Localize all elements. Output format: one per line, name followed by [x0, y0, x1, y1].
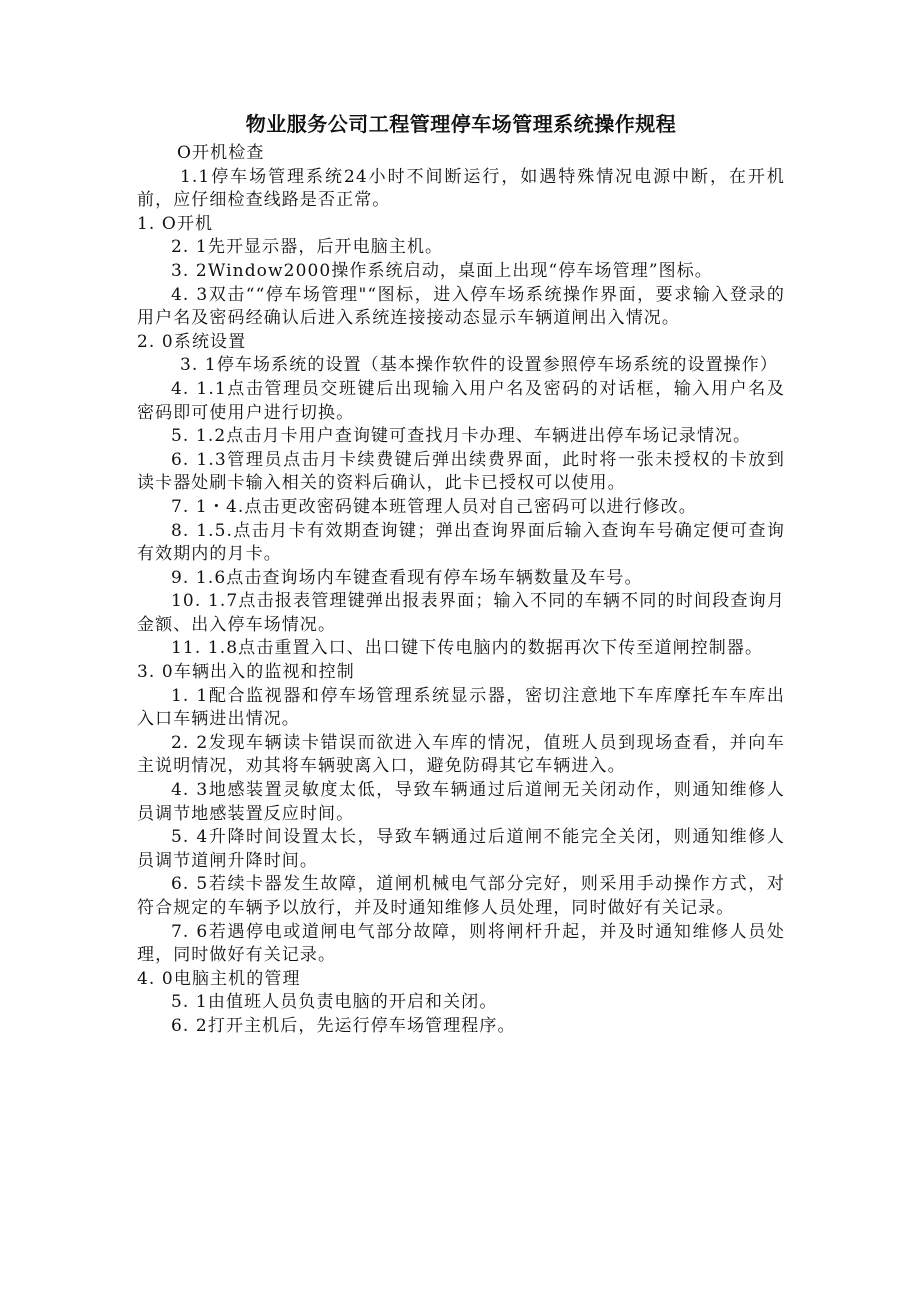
paragraph: 6. 5若续卡器发生故障，道闸机械电气部分完好，则采用手动操作方式，对符合规定的车辆予以放行，并及时通知维修人员处理，同时做好有关记录。: [137, 874, 785, 918]
paragraph: 3. 1停车场系统的设置（基本操作软件的设置参照停车场系统的设置操作）: [180, 355, 778, 376]
paragraph: 4. 3地感装置灵敏度太低，导致车辆通过后道闸无关闭动作，则通知维修人员调节地感装置反应时间。: [137, 780, 785, 824]
section-heading: 2. 0系统设置: [137, 331, 247, 352]
section-heading: 3. 0车辆出入的监视和控制: [137, 662, 355, 683]
paragraph: 1. 1配合监视器和停车场管理系统显示器，密切注意地下车库摩托车车库出入口车辆进出情况。: [137, 685, 785, 730]
document-title: 物业服务公司工程管理停车场管理系统操作规程: [245, 112, 677, 136]
paragraph: O开机检查: [177, 143, 265, 163]
paragraph: 2. 2发现车辆读卡错误而欲进入车库的情况，值班人员到现场查看，并向车主说明情况，劝其将车辆驶离入口，避免防碍其它车辆进入。: [137, 732, 785, 777]
document-page: [137, 110, 785, 1039]
paragraph: 5. 1由值班人员负责电脑的开启和关闭。: [171, 992, 498, 1013]
paragraph: 6. 1.3管理员点击月卡续费键后弹出续费界面，此时将一张未授权的卡放到读卡器处刷卡输入相关的资料后确认，此卡已授权可以使用。: [137, 449, 785, 494]
paragraph: 5. 1.2点击月卡用户查询键可查找月卡办理、车辆进出停车场记录情况。: [171, 426, 752, 447]
document-body: [137, 142, 785, 1039]
section-heading: 1. O开机: [137, 213, 214, 234]
paragraph: 7. 6若遇停电或道闸电气部分故障，则将闸杆升起，并及时通知维修人员处理，同时做好有关记录。: [137, 921, 785, 966]
paragraph: 10. 1.7点击报表管理键弹出报表界面；输入不同的车辆不同的时间段查询月金额、出入停车场情况。: [137, 591, 785, 635]
paragraph: 7. 1・4.点击更改密码键本班管理人员对自己密码可以进行修改。: [171, 496, 697, 517]
paragraph: 4. 3双击““停车场管理"“图标，进入停车场系统操作界面，要求输入登录的用户名及密码经确认后进入系统连接接动态显示车辆道闸出入情况。: [137, 284, 785, 329]
paragraph: 3. 2Window2000操作系统启动，桌面上出现“停车场管理”图标。: [171, 260, 713, 281]
paragraph: 1.1停车场管理系统24小时不间断运行，如遇特殊情况电源中断，在开机前，应仔细检查线路是否正常。: [137, 166, 785, 211]
paragraph: 5. 4升降时间设置太长，导致车辆通过后道闸不能完全关闭，则通知维修人员调节道闸升降时间。: [137, 827, 785, 871]
section-heading: 4. 0电脑主机的管理: [137, 968, 301, 989]
paragraph: 9. 1.6点击查询场内车键查看现有停车场车辆数量及车号。: [171, 567, 643, 588]
paragraph: 11. 1.8点击重置入口、出口键下传电脑内的数据再次下传至道闸控制器。: [171, 638, 764, 659]
paragraph: 2. 1先开显示器，后开电脑主机。: [171, 237, 444, 258]
paragraph: 6. 2打开主机后，先运行停车场管理程序。: [171, 1015, 516, 1036]
paragraph: 8. 1.5.点击月卡有效期查询键；弹出查询界面后输入查询车号确定便可查询有效期内的月卡。: [137, 520, 785, 565]
paragraph: 4. 1.1点击管理员交班键后出现输入用户名及密码的对话框，输入用户名及密码即可使用户进行切换。: [137, 378, 785, 423]
